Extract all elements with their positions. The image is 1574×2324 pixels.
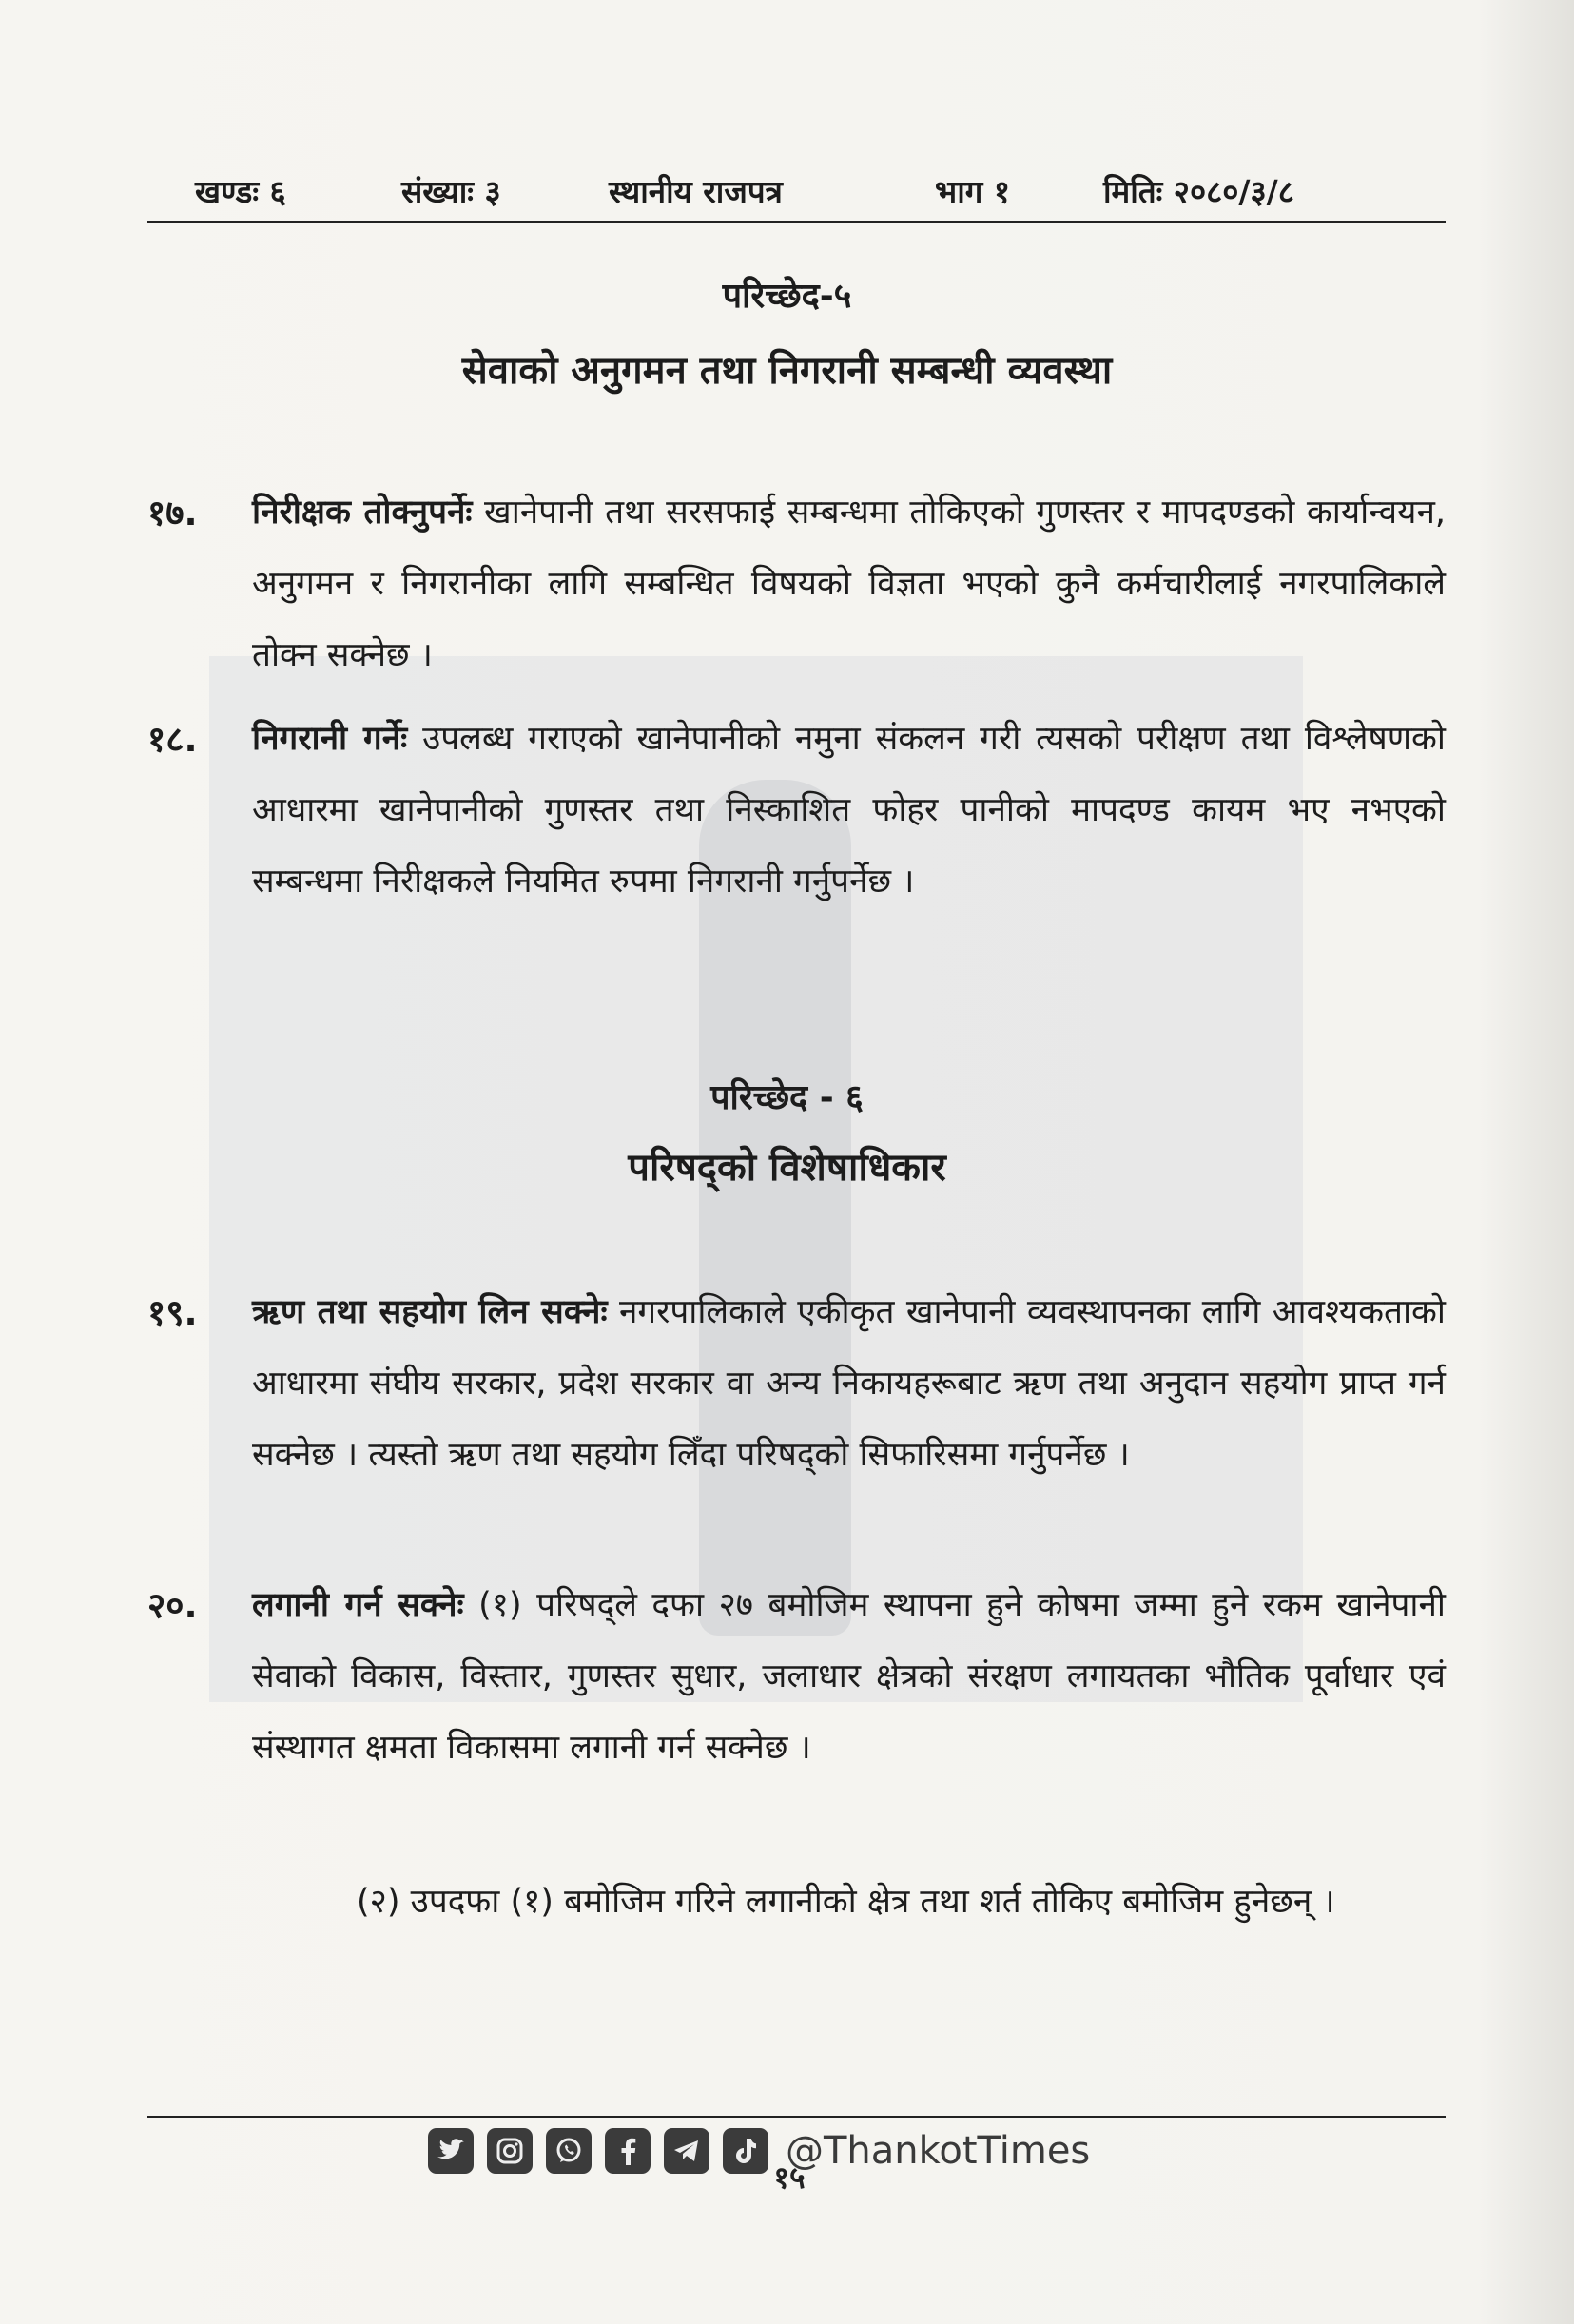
section-18-text: उपलब्ध गराएको खानेपानीको नमुना संकलन गरी त्यसको परीक्षण तथा विश्लेषणको आधारमा खानेपानीको गुणस्तर तथा निस्काशित फोहर पानीको मापदण्ड कायम भए नभएको सम्बन्धमा निरीक्षकले नियमित रुपमा निगरानी गर्नुपर्नेछ । [252, 720, 1446, 901]
section-18-body [252, 704, 1446, 918]
chapter-5-label: परिच्छेद-५ [722, 277, 852, 316]
section-20-text: (१) परिषद्ले दफा २७ बमोजिम स्थापना हुने कोषमा जम्मा हुने रकम खानेपानी सेवाको विकास, विस्तार, गुणस्तर सुधार, जलाधार क्षेत्रको संरक्षण लगायतका भौतिक पूर्वाधार एवं संस्थागत क्षमता विकासमा लगानी गर्न सक्नेछ । [252, 1586, 1446, 1767]
section-17-body [252, 477, 1446, 691]
section-20-sub2-text: (२) उपदफा (१) बमोजिम गरिने लगानीको क्षेत्र तथा शर्त तोकिए बमोजिम हुनेछन् । [357, 1883, 1335, 1921]
section-19-text: नगरपालिकाले एकीकृत खानेपानी व्यवस्थापनका लागि आवश्यकताको आधारमा संघीय सरकार, प्रदेश सरकार वा अन्य निकायहरूबाट ऋण तथा अनुदान सहयोग प्राप्त गर्न सक्नेछ । त्यस्तो ऋण तथा सहयोग लिँदा परिषद्को सिफारिसमा गर्नुपर्नेछ । [252, 1293, 1446, 1474]
section-18 [147, 704, 1446, 918]
section-17-title: निरीक्षक तोक्नुपर्नेः [252, 494, 473, 532]
section-19-title: ऋण तथा सहयोग लिन सक्नेः [252, 1293, 608, 1331]
header-part: भाग १ [935, 173, 1010, 210]
page-header [152, 169, 1446, 223]
section-19-body [252, 1277, 1446, 1491]
chapter-5-title: सेवाको अनुगमन तथा निगरानी सम्बन्धी व्यवस्था [461, 349, 1113, 393]
header-date: मितिः २०८०/३/८ [1103, 173, 1294, 210]
section-17-text: खानेपानी तथा सरसफाई सम्बन्धमा तोकिएको गुणस्तर र मापदण्डको कार्यान्वयन, अनुगमन र निगरानीका लागि सम्बन्धित विषयको विज्ञता भएको कुनै कर्मचारीलाई नगरपालिकाले तोक्न सक्नेछ । [252, 494, 1446, 674]
section-17 [147, 477, 1446, 691]
telegram-icon[interactable] [664, 2128, 709, 2174]
footer-rule [147, 2116, 1446, 2118]
section-18-title: निगरानी गर्नेः [252, 720, 408, 758]
section-20-body [252, 1570, 1446, 1784]
chapter-6-label: परिच्छेद - ६ [710, 1078, 864, 1117]
section-17-number: १७. [147, 493, 198, 533]
section-18-number: १८. [147, 719, 198, 760]
section-19 [147, 1277, 1446, 1491]
twitter-icon[interactable] [428, 2128, 474, 2174]
section-20-subsection-2 [252, 1867, 1446, 1938]
header-gazette-title: स्थानीय राजपत्र [609, 173, 783, 210]
instagram-icon[interactable] [487, 2128, 533, 2174]
whatsapp-icon[interactable] [546, 2128, 592, 2174]
section-20-title: लगानी गर्न सक्नेः [252, 1586, 464, 1624]
section-20-number: २०. [147, 1585, 198, 1626]
page-number: १५ [773, 2159, 806, 2196]
social-handles [428, 2122, 1090, 2179]
header-number: संख्याः ३ [401, 173, 501, 210]
section-20 [147, 1570, 1446, 1784]
chapter-6-title: परिषद्को विशेषाधिकार [628, 1146, 946, 1190]
header-volume: खण्डः ६ [195, 173, 286, 210]
facebook-icon[interactable] [605, 2128, 651, 2174]
social-handle-text[interactable]: @ThankotTimes [786, 2129, 1091, 2173]
section-19-number: १९. [147, 1292, 198, 1333]
header-rule [147, 221, 1446, 223]
